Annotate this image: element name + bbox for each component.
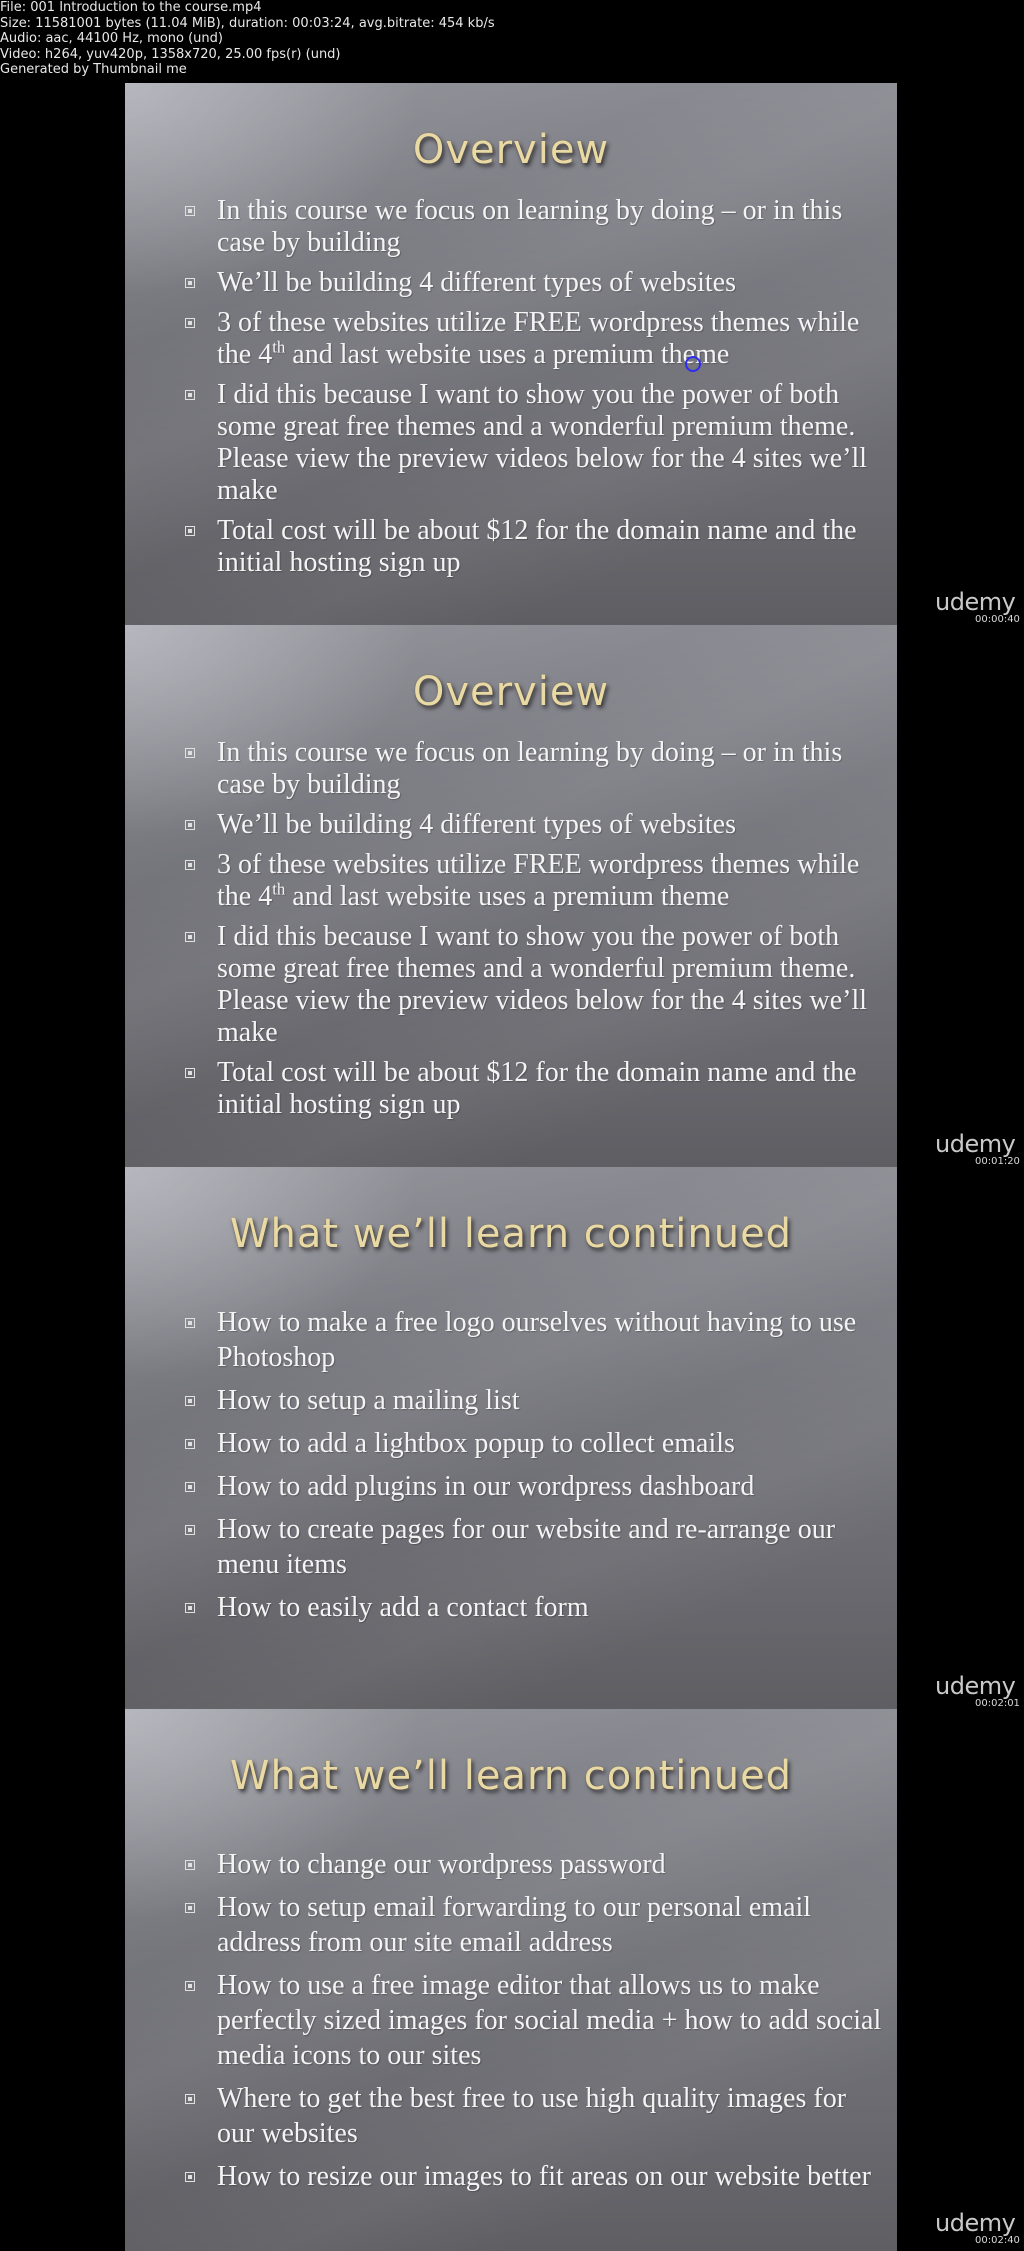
square-bullet-icon <box>185 390 195 400</box>
list-item: In this course we focus on learning by doing – or in this case by building <box>185 737 885 801</box>
video-metadata <box>0 0 600 78</box>
list-item: 3 of these websites utilize FREE wordpress themes while the 4th and last website uses a premium theme <box>185 849 885 913</box>
bullet-list <box>185 1847 885 2202</box>
square-bullet-icon <box>185 1903 195 1913</box>
slide-what-we-learn <box>125 1709 897 2251</box>
slide-overview <box>125 625 897 1167</box>
list-item: Where to get the best free to use high quality images for our websites <box>185 2081 885 2151</box>
list-item: How to setup a mailing list <box>185 1383 885 1418</box>
bullet-list <box>185 737 885 1129</box>
timestamp: 00:02:01 <box>975 1698 1020 1709</box>
udemy-logo: udemy <box>935 2209 1016 2237</box>
slide-title: What we’ll learn continued <box>229 1211 793 1257</box>
list-item: Total cost will be about $12 for the domain name and the initial hosting sign up <box>185 515 885 579</box>
square-bullet-icon <box>185 206 195 216</box>
square-bullet-icon <box>185 932 195 942</box>
timestamp: 00:01:20 <box>975 1156 1020 1167</box>
timestamp: 00:00:40 <box>975 614 1020 625</box>
slide-what-we-learn <box>125 1167 897 1709</box>
list-item: How to add plugins in our wordpress dashboard <box>185 1469 885 1504</box>
square-bullet-icon <box>185 1482 195 1492</box>
list-item: We’ll be building 4 different types of websites <box>185 267 885 299</box>
list-item: I did this because I want to show you the power of both some great free themes and a wonderful premium theme. Please view the preview videos below for the 4 sites we’ll make <box>185 921 885 1049</box>
meta-size: Size: 11581001 bytes (11.04 MiB), duration: 00:03:24, avg.bitrate: 454 kb/s <box>0 15 495 31</box>
thumbnail-frame-3 <box>0 1167 1024 1709</box>
udemy-watermark <box>935 1130 1024 1170</box>
square-bullet-icon <box>185 526 195 536</box>
cursor-circle-icon <box>685 356 701 372</box>
square-bullet-icon <box>185 1318 195 1328</box>
square-bullet-icon <box>185 278 195 288</box>
thumbnail-frame-4 <box>0 1709 1024 2251</box>
thumbnail-frame-2 <box>0 625 1024 1167</box>
list-item: 3 of these websites utilize FREE wordpress themes while the 4th and last website uses a premium theme <box>185 307 885 371</box>
square-bullet-icon <box>185 1860 195 1870</box>
list-item: We’ll be building 4 different types of websites <box>185 809 885 841</box>
meta-video: Video: h264, yuv420p, 1358x720, 25.00 fps(r) (und) <box>0 46 341 62</box>
square-bullet-icon <box>185 2172 195 2182</box>
square-bullet-icon <box>185 1603 195 1613</box>
list-item: How to setup email forwarding to our personal email address from our site email address <box>185 1890 885 1960</box>
udemy-logo: udemy <box>935 588 1016 616</box>
square-bullet-icon <box>185 748 195 758</box>
slide-title: What we’ll learn continued <box>229 1753 793 1799</box>
slide-overview <box>125 83 897 625</box>
square-bullet-icon <box>185 1439 195 1449</box>
bullet-list <box>185 1305 885 1633</box>
list-item: How to make a free logo ourselves without having to use Photoshop <box>185 1305 885 1375</box>
square-bullet-icon <box>185 820 195 830</box>
timestamp: 00:02:40 <box>975 2235 1020 2246</box>
square-bullet-icon <box>185 1068 195 1078</box>
list-item: How to add a lightbox popup to collect emails <box>185 1426 885 1461</box>
list-item: How to change our wordpress password <box>185 1847 885 1882</box>
udemy-logo: udemy <box>935 1130 1016 1158</box>
square-bullet-icon <box>185 1396 195 1406</box>
list-item: How to resize our images to fit areas on our website better <box>185 2159 885 2194</box>
square-bullet-icon <box>185 860 195 870</box>
udemy-watermark <box>935 1672 1024 1712</box>
slide-title: Overview <box>412 669 610 715</box>
list-item: In this course we focus on learning by doing – or in this case by building <box>185 195 885 259</box>
udemy-logo: udemy <box>935 1672 1016 1700</box>
list-item: How to easily add a contact form <box>185 1590 885 1625</box>
meta-audio: Audio: aac, 44100 Hz, mono (und) <box>0 31 223 46</box>
square-bullet-icon <box>185 318 195 328</box>
square-bullet-icon <box>185 1981 195 1991</box>
thumbnail-frame-1 <box>0 83 1024 625</box>
slide-title: Overview <box>412 127 610 173</box>
list-item: I did this because I want to show you the power of both some great free themes and a wonderful premium theme. Please view the preview videos below for the 4 sites we’ll make <box>185 379 885 507</box>
list-item: How to use a free image editor that allows us to make perfectly sized images for social media + how to add social media icons to our sites <box>185 1968 885 2073</box>
square-bullet-icon <box>185 1525 195 1535</box>
list-item: Total cost will be about $12 for the domain name and the initial hosting sign up <box>185 1057 885 1121</box>
list-item: How to create pages for our website and re-arrange our menu items <box>185 1512 885 1582</box>
meta-file: File: 001 Introduction to the course.mp4 <box>0 0 262 15</box>
udemy-watermark <box>935 588 1024 628</box>
meta-generated: Generated by Thumbnail me <box>0 62 187 77</box>
square-bullet-icon <box>185 2094 195 2104</box>
bullet-list <box>185 195 885 587</box>
udemy-watermark <box>935 2209 1024 2249</box>
